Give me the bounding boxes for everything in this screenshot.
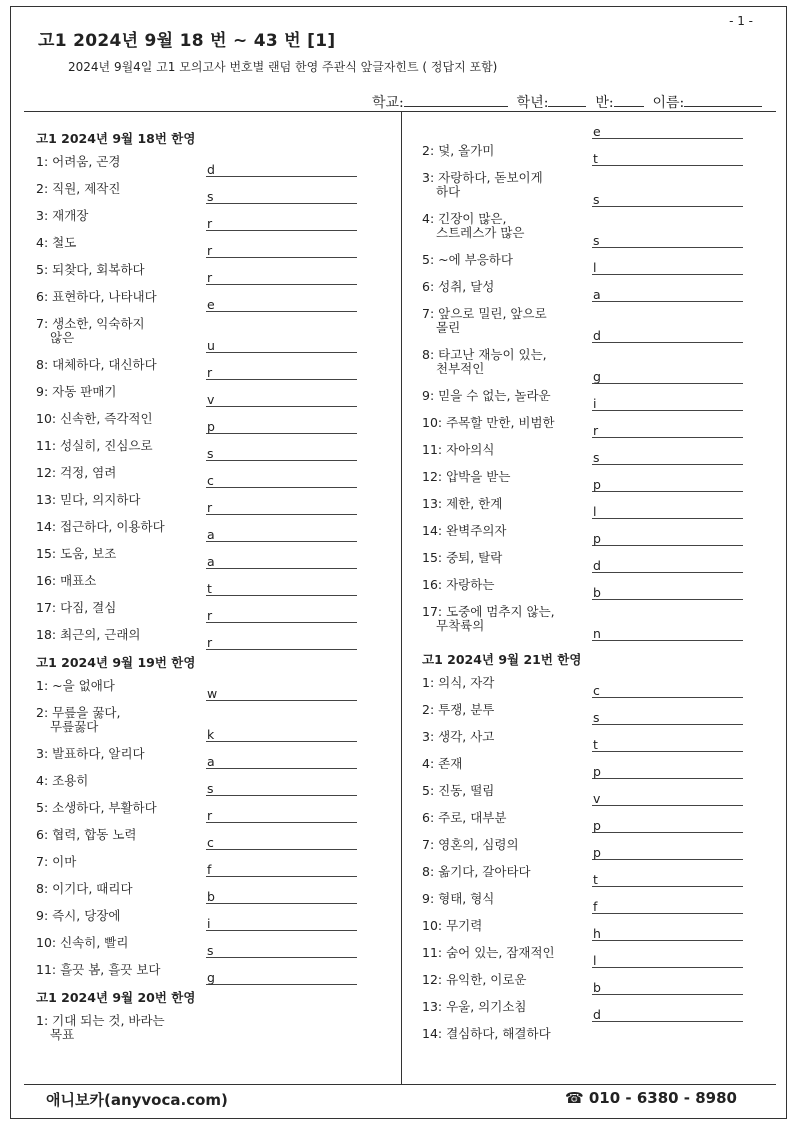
answer-blank[interactable]: b [206, 890, 357, 904]
list-item [422, 575, 752, 602]
question-text: 5: ~에 부응하다 [422, 252, 513, 267]
school-label: 학교: [372, 95, 404, 111]
question-text: 9: 믿을 수 없는, 놀라운 [422, 388, 551, 403]
question-text: 13: 제한, 한계 [422, 496, 503, 511]
question-text: 15: 도움, 보조 [36, 546, 117, 561]
answer-blank[interactable]: b [592, 586, 743, 600]
question-text: 13: 믿다, 의지하다 [36, 492, 141, 507]
answer-blank[interactable]: t [592, 152, 743, 166]
answer-blank[interactable]: r [206, 244, 357, 258]
list-item [36, 960, 366, 987]
question-text: 7: 생소한, 익숙하지 않은 [36, 316, 145, 345]
question-text: 7: 앞으로 밀린, 앞으로 몰린 [422, 306, 547, 335]
question-text: 11: 숨어 있는, 잠재적인 [422, 945, 555, 960]
section-20-continued [422, 141, 752, 643]
list-item [422, 970, 752, 997]
answer-blank[interactable]: i [206, 917, 357, 931]
question-text: 2: 무릎을 꿇다, 무릎꿇다 [36, 705, 121, 734]
list-item [422, 754, 752, 781]
section-18 [36, 130, 366, 652]
question-text: 4: 존재 [422, 756, 463, 771]
answer-blank[interactable]: g [592, 370, 743, 384]
answer-blank[interactable]: p [592, 478, 743, 492]
list-item [36, 463, 366, 490]
question-text: 15: 중퇴, 탈락 [422, 550, 503, 565]
question-text: 10: 무기력 [422, 918, 483, 933]
answer-blank[interactable]: a [206, 555, 357, 569]
footer-phone: ☎ 010 - 6380 - 8980 [564, 1089, 737, 1107]
answer-blank[interactable]: b [592, 981, 743, 995]
answer-blank[interactable]: r [206, 501, 357, 515]
question-text: 14: 접근하다, 이용하다 [36, 519, 165, 534]
answer-blank[interactable]: a [206, 528, 357, 542]
answer-blank[interactable]: n [592, 627, 743, 641]
section-heading: 고1 2024년 9월 20번 한영 [36, 990, 196, 1005]
list-item [422, 602, 752, 643]
question-text: 4: 긴장이 많은, 스트레스가 많은 [422, 211, 525, 240]
answer-blank[interactable]: p [206, 420, 357, 434]
list-item [422, 700, 752, 727]
list-item [422, 413, 752, 440]
question-text: 4: 철도 [36, 235, 77, 250]
answer-blank[interactable]: u [206, 339, 357, 353]
answer-blank[interactable]: d [592, 559, 743, 573]
list-item [36, 933, 366, 960]
question-text: 17: 다짐, 결심 [36, 600, 117, 615]
list-item [422, 673, 752, 700]
question-text: 16: 매표소 [36, 573, 97, 588]
list-item [36, 906, 366, 933]
answer-blank[interactable]: s [206, 782, 357, 796]
list-item [36, 517, 366, 544]
answer-blank[interactable]: i [592, 397, 743, 411]
list-item [422, 916, 752, 943]
answer-blank[interactable]: r [206, 636, 357, 650]
list-item [422, 997, 752, 1024]
answer-blank[interactable]: t [592, 738, 743, 752]
list-item [36, 703, 366, 744]
footer-divider [24, 1084, 776, 1085]
answer-blank[interactable]: d [592, 329, 743, 343]
answer-blank[interactable]: f [592, 900, 743, 914]
question-text: 13: 우울, 의기소침 [422, 999, 527, 1014]
question-text: 8: 이기다, 때리다 [36, 881, 133, 896]
question-text: 11: 흘끗 봄, 흘끗 보다 [36, 962, 161, 977]
list-item [36, 625, 366, 652]
answer-blank[interactable]: r [206, 271, 357, 285]
answer-blank[interactable]: f [206, 863, 357, 877]
answer-blank[interactable]: e [206, 298, 357, 312]
question-text: 5: 되찾다, 회복하다 [36, 262, 145, 277]
question-text: 6: 주로, 대부분 [422, 810, 507, 825]
question-text: 6: 성취, 달성 [422, 279, 495, 294]
grade-label: 학년: [516, 95, 549, 111]
list-item [422, 277, 752, 304]
question-text: 11: 성실히, 진심으로 [36, 438, 153, 453]
list-item [36, 490, 366, 517]
answer-blank[interactable]: t [592, 873, 743, 887]
answer-blank[interactable]: r [206, 366, 357, 380]
section-heading: 고1 2024년 9월 18번 한영 [36, 131, 196, 146]
school-field[interactable] [404, 92, 508, 107]
question-text: 1: 기대 되는 것, 바라는 목표 [36, 1013, 165, 1042]
section-20 [36, 989, 366, 1052]
question-text: 12: 압박을 받는 [422, 469, 511, 484]
list-item [422, 862, 752, 889]
question-text: 1: ~을 없애다 [36, 678, 115, 693]
question-text: 1: 어려움, 곤경 [36, 154, 121, 169]
answer-blank[interactable]: p [592, 846, 743, 860]
column-divider [401, 112, 402, 1085]
list-item [422, 494, 752, 521]
list-item [36, 798, 366, 825]
answer-blank[interactable]: v [206, 393, 357, 407]
list-item [36, 879, 366, 906]
left-column [36, 130, 366, 1052]
class-field[interactable] [614, 92, 644, 107]
answer-blank[interactable]: w [206, 687, 357, 701]
list-item [422, 209, 752, 250]
footer-brand: 애니보카(anyvoca.com) [46, 1091, 228, 1109]
question-text: 3: 재개장 [36, 208, 89, 223]
list-item [422, 250, 752, 277]
list-item [422, 304, 752, 345]
question-text: 3: 생각, 사고 [422, 729, 495, 744]
list-item [422, 168, 752, 209]
answer-blank[interactable]: p [592, 532, 743, 546]
list-item [36, 771, 366, 798]
question-text: 9: 형태, 형식 [422, 891, 495, 906]
list-item [422, 943, 752, 970]
question-text: 12: 걱정, 염려 [36, 465, 117, 480]
answer-blank[interactable]: r [206, 609, 357, 623]
answer-blank[interactable]: a [206, 755, 357, 769]
answer-blank[interactable]: d [592, 1008, 743, 1022]
answer-blank[interactable]: h [592, 927, 743, 941]
answer-blank[interactable]: e [592, 125, 743, 139]
answer-blank[interactable]: l [592, 261, 743, 275]
section-21 [422, 651, 752, 1051]
list-item [422, 141, 752, 168]
question-text: 8: 타고난 재능이 있는, 천부적인 [422, 347, 547, 376]
page-subtitle: 2024년 9월4일 고1 모의고사 번호별 랜덤 한영 주관식 앞글자힌트 ( 정답지 포함) [68, 60, 498, 74]
question-text: 5: 진동, 떨림 [422, 783, 495, 798]
list-item [36, 825, 366, 852]
list-item [422, 889, 752, 916]
answer-blank[interactable]: s [592, 451, 743, 465]
list-item [36, 260, 366, 287]
list-item [422, 781, 752, 808]
page-title: 고1 2024년 9월 18 번 ~ 43 번 [1] [38, 31, 336, 51]
name-field[interactable] [684, 92, 762, 107]
question-text: 10: 신속히, 빨리 [36, 935, 129, 950]
question-text: 2: 투쟁, 분투 [422, 702, 495, 717]
question-text: 2: 직원, 제작진 [36, 181, 121, 196]
answer-blank[interactable]: s [206, 944, 357, 958]
list-item [422, 835, 752, 862]
answer-blank[interactable]: v [592, 792, 743, 806]
question-text: 10: 주목할 만한, 비범한 [422, 415, 555, 430]
answer-blank[interactable]: s [592, 711, 743, 725]
answer-blank[interactable]: s [206, 447, 357, 461]
list-item [36, 544, 366, 571]
question-text: 3: 자랑하다, 돋보이게 하다 [422, 170, 543, 199]
header-divider [24, 111, 776, 112]
question-text: 5: 소생하다, 부활하다 [36, 800, 157, 815]
answer-blank[interactable]: d [206, 163, 357, 177]
answer-blank[interactable]: t [206, 582, 357, 596]
question-text: 3: 발표하다, 알리다 [36, 746, 145, 761]
list-item [422, 727, 752, 754]
page-number: - 1 - [729, 14, 753, 28]
question-text: 6: 표현하다, 나타내다 [36, 289, 157, 304]
answer-blank[interactable]: r [206, 809, 357, 823]
question-text: 14: 완벽주의자 [422, 523, 507, 538]
list-item [36, 744, 366, 771]
list-item [36, 152, 366, 179]
question-text: 11: 자아의식 [422, 442, 495, 457]
question-text: 6: 협력, 합동 노력 [36, 827, 137, 842]
list-item [36, 233, 366, 260]
question-text: 9: 자동 판매기 [36, 384, 117, 399]
question-text: 1: 의식, 자각 [422, 675, 495, 690]
answer-blank[interactable]: r [592, 424, 743, 438]
answer-blank[interactable]: l [592, 505, 743, 519]
question-text: 8: 대체하다, 대신하다 [36, 357, 157, 372]
answer-blank[interactable]: s [592, 234, 743, 248]
answer-blank[interactable]: k [206, 728, 357, 742]
answer-blank[interactable]: p [592, 819, 743, 833]
list-item [422, 548, 752, 575]
list-item [36, 571, 366, 598]
question-text: 2: 덫, 올가미 [422, 143, 495, 158]
question-text: 17: 도중에 멈추지 않는, 무착륙의 [422, 604, 555, 633]
answer-blank[interactable]: c [592, 684, 743, 698]
class-label: 반: [595, 95, 614, 111]
list-item [36, 409, 366, 436]
list-item [36, 314, 366, 355]
answer-blank[interactable]: p [592, 765, 743, 779]
list-item [36, 355, 366, 382]
list-item [36, 1011, 366, 1052]
list-item [422, 386, 752, 413]
list-item [36, 436, 366, 463]
answer-blank[interactable]: r [206, 217, 357, 231]
question-text: 18: 최근의, 근래의 [36, 627, 141, 642]
section-19 [36, 654, 366, 987]
list-item [36, 382, 366, 409]
question-text: 7: 영혼의, 심령의 [422, 837, 519, 852]
question-text: 16: 자랑하는 [422, 577, 495, 592]
list-item [36, 287, 366, 314]
list-item [36, 179, 366, 206]
answer-blank[interactable]: l [592, 954, 743, 968]
question-text: 8: 옮기다, 갈아타다 [422, 864, 531, 879]
answer-blank[interactable]: c [206, 474, 357, 488]
list-item [36, 206, 366, 233]
question-text: 10: 신속한, 즉각적인 [36, 411, 153, 426]
list-item [422, 345, 752, 386]
list-item [36, 852, 366, 879]
name-label: 이름: [652, 95, 685, 111]
right-column [422, 124, 752, 1051]
list-item [422, 808, 752, 835]
answer-blank[interactable]: g [206, 971, 357, 985]
question-text: 9: 즉시, 당장에 [36, 908, 121, 923]
answer-blank[interactable]: c [206, 836, 357, 850]
section-heading: 고1 2024년 9월 21번 한영 [422, 652, 582, 667]
student-info [372, 92, 762, 112]
question-text: 4: 조용히 [36, 773, 89, 788]
answer-blank[interactable]: s [206, 190, 357, 204]
list-item [422, 521, 752, 548]
answer-blank[interactable]: s [592, 193, 743, 207]
list-item [36, 676, 366, 703]
grade-field[interactable] [548, 92, 586, 107]
question-text: 12: 유익한, 이로운 [422, 972, 527, 987]
section-heading: 고1 2024년 9월 19번 한영 [36, 655, 196, 670]
answer-continued [422, 124, 752, 141]
question-text: 7: 이마 [36, 854, 77, 869]
answer-blank[interactable]: a [592, 288, 743, 302]
list-item [422, 1024, 752, 1051]
question-text: 14: 결심하다, 해결하다 [422, 1026, 551, 1041]
list-item [422, 467, 752, 494]
list-item [36, 598, 366, 625]
list-item [422, 440, 752, 467]
